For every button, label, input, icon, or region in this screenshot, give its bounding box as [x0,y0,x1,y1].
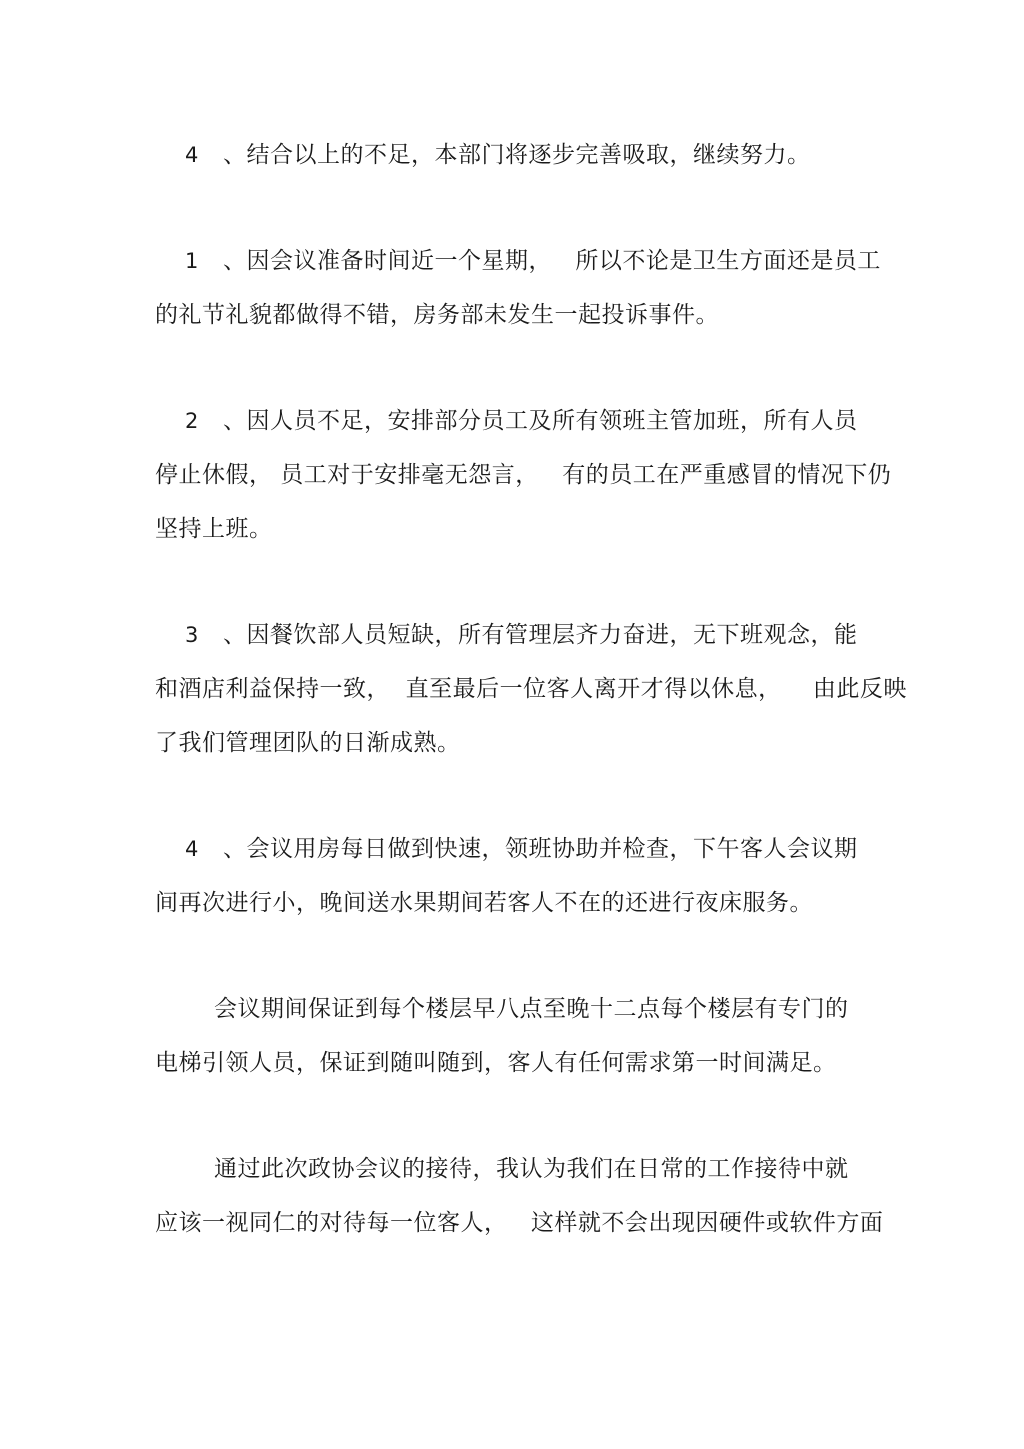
line-text: 间再次进行小，晚间送水果期间若客人不在的还进行夜床服务。 [155,890,813,916]
line-text: 了我们管理团队的日渐成熟。 [155,730,461,756]
line-text: 停止休假， 员工对于安排毫无怨言， 有的员工在严重感冒的情况下仍 [155,462,892,488]
line-text: 坚持上班。 [155,516,273,542]
paragraph-line [214,994,849,1024]
line-text: 应该一视同仁的对待每一位客人， 这样就不会出现因硬件或软件方面 [155,1210,884,1236]
item-number: 1 [185,249,199,273]
item-number: 4 [185,837,199,861]
paragraph-line [155,674,907,704]
paragraph-line [155,1048,837,1078]
paragraph-line [155,460,891,490]
line-text: 、结合以上的不足，本部门将逐步完善吸取，继续努力。 [223,142,811,168]
item-number: 4 [185,143,199,167]
paragraph-line [155,728,461,758]
item-number: 3 [185,623,199,647]
paragraph-line [214,1154,849,1184]
line-text: 和酒店利益保持一致， 直至最后一位客人离开才得以休息， 由此反映 [155,676,907,702]
line-text: 、因餐饮部人员短缺，所有管理层齐力奋进，无下班观念，能 [223,622,858,648]
line-text: 的礼节礼貌都做得不错，房务部未发生一起投诉事件。 [155,302,719,328]
paragraph-line [185,406,858,436]
paragraph-line [185,246,881,276]
paragraph-line [155,1208,883,1238]
paragraph-line [185,834,858,864]
line-text: 、会议用房每日做到快速，领班协助并检查，下午客人会议期 [223,836,858,862]
line-text: 、因会议准备时间近一个星期， 所以不论是卫生方面还是员工 [223,248,881,274]
paragraph-line [185,620,858,650]
line-text: 会议期间保证到每个楼层早八点至晚十二点每个楼层有专门的 [214,996,849,1022]
paragraph-line [155,514,273,544]
paragraph-line [185,140,811,170]
paragraph-line [155,300,719,330]
item-number: 2 [185,409,199,433]
line-text: 通过此次政协会议的接待，我认为我们在日常的工作接待中就 [214,1156,849,1182]
paragraph-line [155,888,813,918]
line-text: 电梯引领人员，保证到随叫随到，客人有任何需求第一时间满足。 [155,1050,837,1076]
line-text: 、因人员不足，安排部分员工及所有领班主管加班，所有人员 [223,408,858,434]
